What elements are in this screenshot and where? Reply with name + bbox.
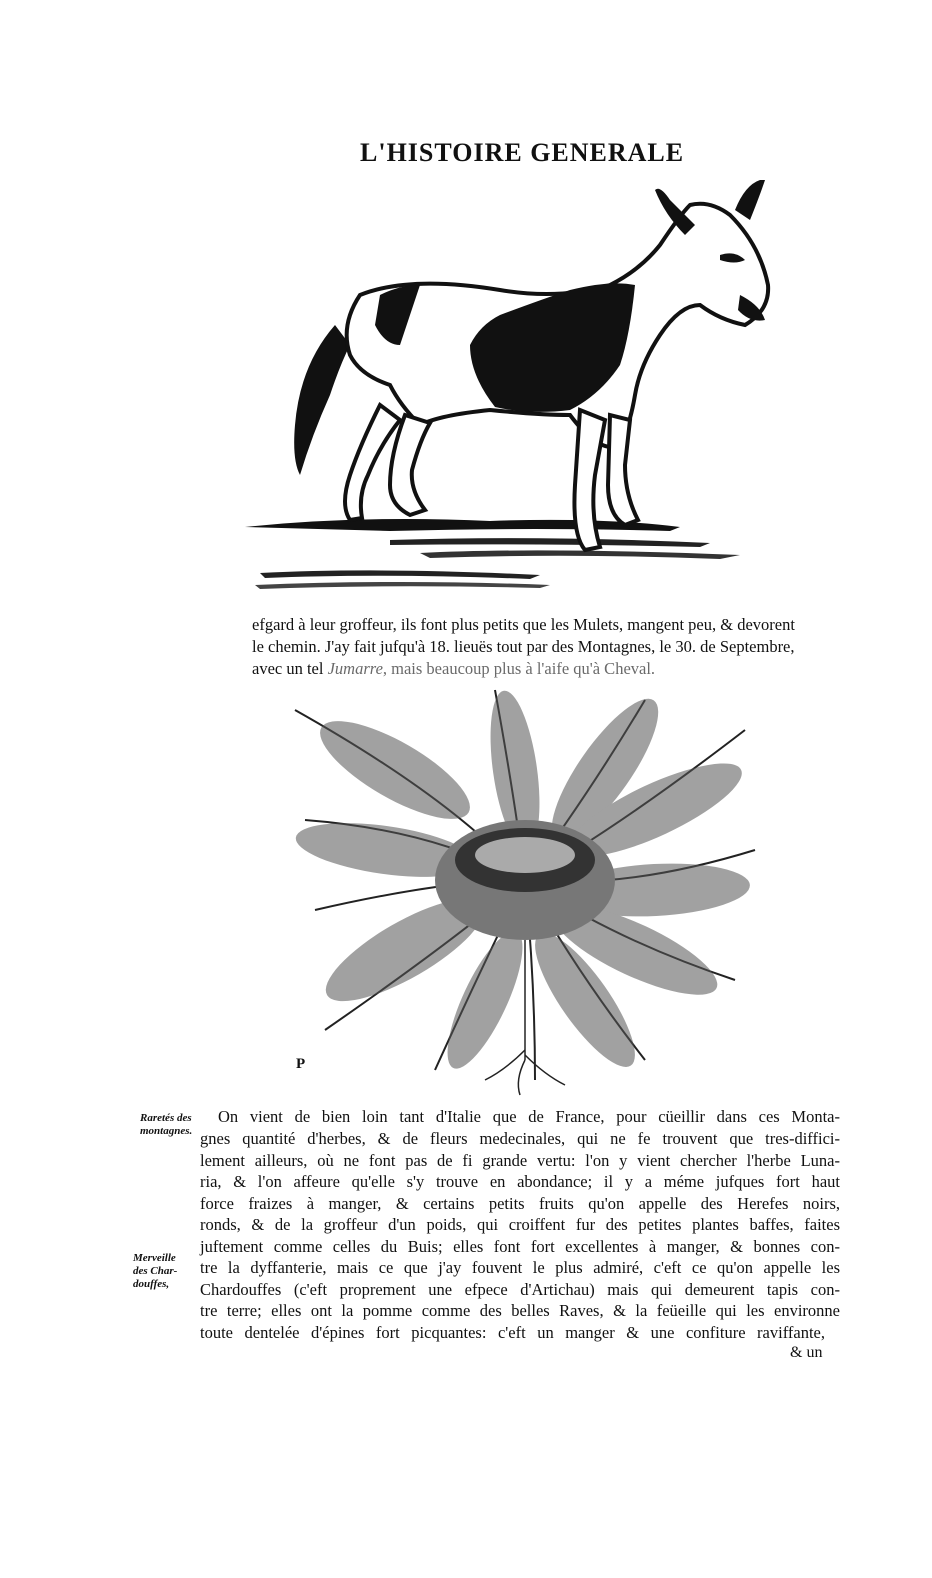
text-span: , mais beaucoup plus à l'aife qu'à Cheval. xyxy=(382,659,656,678)
text-span: avec un tel xyxy=(252,659,328,678)
margin-note-line: montagnes. xyxy=(140,1125,193,1137)
margin-note-line: Raretés des xyxy=(140,1112,192,1124)
italic-term: Jumarre xyxy=(327,659,383,678)
text-line: ronds, & de la groffeur d'un poids, qui croiffent fur des petites plantes baffes, faites xyxy=(200,1215,840,1234)
catchword: & un xyxy=(790,1344,823,1361)
margin-note-chardousses xyxy=(133,1252,177,1291)
text-line: toute dentelée d'épines fort picquantes: c'eft un manger & une confiture raviffante, xyxy=(200,1323,825,1342)
margin-note-rarities xyxy=(140,1112,192,1138)
page-title: L'HISTOIRE GENERALE xyxy=(360,138,685,167)
text-line xyxy=(252,658,844,680)
margin-note-line: douffes, xyxy=(133,1278,170,1290)
text-line: tre terre; elles ont la pomme comme des belles Raves, & la feüeille qui les environne xyxy=(200,1301,840,1320)
text-line: tre la dyffanterie, mais ce que j'ay fouvent le plus admiré, c'eft ce qu'on appelle les xyxy=(200,1258,840,1277)
margin-note-line: des Char- xyxy=(133,1265,178,1277)
ground-shadow xyxy=(245,519,740,589)
text-line: efgard à leur groffeur, ils font plus petits que les Mulets, mangent peu, & devorent xyxy=(252,615,795,634)
donkey-body xyxy=(294,180,768,550)
text-line: juftement comme celles du Buis; elles font fort excellentes à manger, & bonnes con- xyxy=(200,1237,840,1256)
text-line: Chardouffes (c'eft proprement une efpece d'Artichau) mais qui demeurent tapis con- xyxy=(200,1280,840,1299)
text-line: gnes quantité d'herbes, & de fleurs medecinales, qui ne fe trouvent que tres-diffici- xyxy=(200,1129,840,1148)
margin-note-line: Merveille xyxy=(133,1252,176,1264)
text-line: ria, & l'on affeure qu'elle s'y trouve en abondance; il y a méme jufques fort haut xyxy=(200,1172,840,1191)
text-line: force fraizes à manger, & certains petits fruits qu'on appelle des Herefes noirs, xyxy=(200,1194,840,1213)
text-line: On vient de bien loin tant d'Italie que de France, pour cüeillir dans ces Monta- xyxy=(218,1107,840,1126)
thistle-illustration xyxy=(285,680,765,1100)
text-line: le chemin. J'ay fait jufqu'à 18. lieuës tout par des Montagnes, le 30. de Septembre, xyxy=(252,637,795,656)
plate-mark: P xyxy=(296,1056,306,1072)
donkey-illustration xyxy=(240,175,780,605)
text-line: lement ailleurs, où ne font pas de fi grande vertu: l'on y vient chercher l'herbe Luna- xyxy=(200,1151,840,1170)
thistle-flower-head xyxy=(435,820,615,940)
